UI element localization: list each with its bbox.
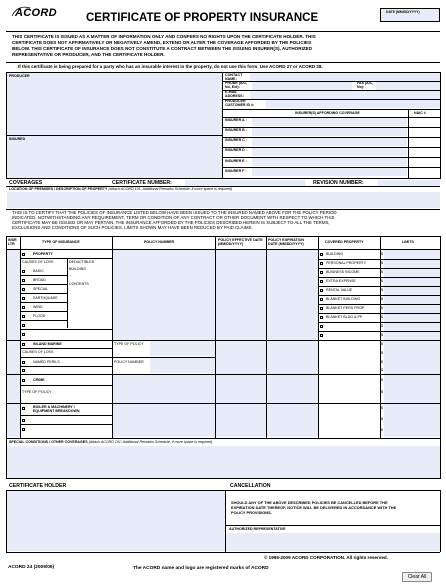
insurer-f-field[interactable] — [252, 168, 407, 176]
covered-extra-expense-checkbox[interactable] — [320, 280, 323, 283]
property-checkbox[interactable] — [22, 253, 25, 256]
phone-field[interactable] — [252, 82, 352, 90]
disclaimer-line-1: THIS CERTIFICATE IS ISSUED AS A MATTER OF INFORMATION ONLY AND CONFERS NO RIGHTS UPON THE CERTIFICATE HOLDER. THIS — [12, 34, 316, 39]
crime-label: CRIME — [33, 378, 45, 382]
header-type: TYPE OF INSURANCE — [42, 240, 80, 244]
insured-label: INSURED — [9, 137, 26, 141]
limits-field[interactable] — [384, 250, 440, 437]
insurer-e-field[interactable] — [252, 158, 407, 166]
boiler-dollar-1: $ — [381, 406, 383, 410]
flood-checkbox[interactable] — [22, 315, 25, 318]
boiler-label: BOILER & MACHINERY / EQUIPMENT BREAKDOWN — [33, 405, 80, 413]
producer-id-field[interactable] — [266, 100, 440, 108]
inland-dollar-3: $ — [381, 360, 383, 364]
insurer-c-label: INSURER C : — [225, 138, 247, 142]
covered-business-income-checkbox[interactable] — [320, 271, 323, 274]
producer-label: PRODUCER — [9, 74, 30, 78]
inland-type-field[interactable] — [150, 341, 215, 356]
crime-checkbox[interactable] — [22, 379, 25, 382]
covered-blanket-pers-prop: BLANKET PERS PROP — [326, 306, 365, 310]
other-cause-checkbox-1[interactable] — [22, 324, 25, 327]
insured-field[interactable] — [7, 136, 222, 178]
boiler-policy-field[interactable] — [113, 404, 215, 437]
certificate-number-label: CERTIFICATE NUMBER: — [112, 180, 172, 186]
covered-dollar-5: $ — [381, 288, 383, 292]
fax-label: FAX (A/C, No): — [357, 81, 374, 89]
covered-other-checkbox-2[interactable] — [320, 334, 323, 337]
covered-dollar-4: $ — [381, 279, 383, 283]
inland-dollar-1: $ — [381, 342, 383, 346]
crime-dollar-2: $ — [381, 390, 383, 394]
producer-field[interactable] — [7, 73, 222, 135]
cancellation-line-2: EXPIRATION DATE THEREOF, NOTICE WILL BE DELIVERED IN ACCORDANCE WITH THE — [231, 505, 397, 510]
covered-dollar-3: $ — [381, 270, 383, 274]
logo-text: ACORD — [15, 7, 57, 19]
cause-broad: BROAD — [33, 278, 46, 282]
covered-blanket-bldg-pp: BLANKET BLDG & PP — [326, 315, 363, 319]
revision-number-label: REVISION NUMBER: — [313, 180, 364, 186]
covered-extra-expense: EXTRA EXPENSE — [326, 279, 356, 283]
coverages-label: COVERAGES — [9, 180, 43, 186]
insurer-f-label: INSURER F : — [225, 169, 247, 173]
location-note: (Attach ACORD 101, Additional Remarks Schedule, if more space is required) — [108, 187, 233, 191]
covered-dollar-6: $ — [381, 297, 383, 301]
location-title: LOCATION OF PREMISES / DESCRIPTION OF PROPERTY — [9, 187, 108, 191]
header-insr-ltr: INSR LTR — [8, 238, 17, 246]
cancellation-line-1: SHOULD ANY OF THE ABOVE DESCRIBED POLICIES BE CANCELLED BEFORE THE — [231, 500, 388, 505]
crime-policy-field[interactable] — [113, 375, 215, 403]
covered-personal-property-checkbox[interactable] — [320, 262, 323, 265]
header-exp-date: POLICY EXPIRATION DATE (MM/DD/YYYY) — [268, 238, 305, 246]
date-field[interactable] — [380, 8, 440, 22]
covered-blanket-building-checkbox[interactable] — [320, 298, 323, 301]
special-conditions-title: SPECIAL CONDITIONS / OTHER COVERAGES — [9, 440, 88, 444]
cancellation-line-3: POLICY PROVISIONS. — [231, 510, 272, 515]
disclaimer-line-4: REPRESENTATIVE OR PRODUCER, AND THE CERTIFICATE HOLDER. — [12, 52, 165, 57]
special-conditions-note: (Attach ACORD 101, Additional Remarks Schedule, if more space is required) — [88, 440, 213, 444]
certificate-holder-label: CERTIFICATE HOLDER — [9, 483, 67, 489]
exp-date-field[interactable] — [267, 250, 318, 437]
header-limits: LIMITS — [402, 240, 414, 244]
covered-blanket-bldg-pp-checkbox[interactable] — [320, 316, 323, 319]
covered-dollar-9: $ — [381, 324, 383, 328]
special-conditions-field[interactable] — [7, 446, 440, 478]
inland-policy-number-field[interactable] — [150, 358, 215, 373]
insr-ltr-field[interactable] — [7, 250, 20, 437]
crime-type-of-policy-label: TYPE OF POLICY — [22, 390, 52, 394]
certificate-holder-field[interactable] — [7, 491, 225, 551]
named-perils-label: NAMED PERILS — [33, 360, 60, 364]
inland-marine-checkbox[interactable] — [22, 343, 25, 346]
certify-line-4: EXCLUSIONS AND CONDITIONS OF SUCH POLICIES. LIMITS SHOWN MAY HAVE BEEN REDUCED BY PAID CLAIMS. — [12, 225, 253, 230]
boiler-dollar-2: $ — [381, 417, 383, 421]
certify-line-3: CERTIFICATE MAY BE ISSUED OR MAY PERTAIN, THE INSURANCE AFFORDED BY THE POLICIES DESCRIBED HEREIN IS SUBJECT TO ALL THE TERMS, — [12, 220, 330, 225]
deductible-contents-label: CONTENTS — [69, 282, 89, 286]
basic-checkbox[interactable] — [22, 270, 25, 273]
authorized-rep-field[interactable] — [226, 533, 440, 551]
certify-line-1: THIS IS TO CERTIFY THAT THE POLICIES OF INSURANCE LISTED BELOW HAVE BEEN ISSUED TO THE INSURED NAMED ABOVE FOR THE POLICY PERIOD — [12, 210, 337, 215]
inland-other-checkbox[interactable] — [22, 369, 25, 372]
special-conditions-label — [9, 441, 212, 445]
page-title: CERTIFICATE OF PROPERTY INSURANCE — [86, 12, 319, 24]
covered-blanket-building: BLANKET BUILDING — [326, 297, 361, 301]
certify-line-2: INDICATED. NOTWITHSTANDING ANY REQUIREMENT, TERM OR CONDITION OF ANY CONTRACT OR OTHER DOCUMENT WITH RESPECT TO WHICH THIS — [12, 215, 335, 220]
copyright: © 1995-2009 ACORD CORPORATION. All rights reserved. — [264, 555, 388, 560]
email-label: E-MAIL ADDRESS: — [225, 90, 244, 98]
contact-name-label: CONTACT NAME: — [225, 73, 243, 81]
email-field[interactable] — [250, 91, 440, 99]
disclaimer-line-3: BELOW. THIS CERTIFICATE OF INSURANCE DOES NOT CONSTITUTE A CONTRACT BETWEEN THE ISSUING INSURER(S), AUTHORIZED — [12, 46, 313, 51]
naic-header: NAIC # — [414, 111, 426, 115]
covered-business-income: BUSINESS INCOME — [326, 270, 360, 274]
other-cause-checkbox-2[interactable] — [22, 333, 25, 336]
location-field[interactable] — [7, 192, 440, 208]
covered-rental-value-checkbox[interactable] — [320, 289, 323, 292]
covered-dollar-10: $ — [381, 333, 383, 337]
insurers-header: INSURER(S) AFFORDING COVERAGE — [295, 111, 360, 115]
insurer-a-label: INSURER A : — [225, 118, 247, 122]
acord-logo — [10, 5, 57, 19]
earthquake-checkbox[interactable] — [22, 297, 25, 300]
inland-policy-number-label: POLICY NUMBER — [114, 360, 144, 364]
deductible-building-label: BUILDING — [69, 267, 86, 271]
cause-wind: WIND — [33, 305, 43, 309]
causes-of-loss-label: CAUSES OF LOSS — [22, 260, 54, 264]
contact-name-field[interactable] — [250, 73, 440, 81]
boiler-other-checkbox-2[interactable] — [22, 428, 25, 431]
covered-rental-value: RENTAL VALUE — [326, 288, 353, 292]
inland-marine-label: INLAND MARINE — [33, 342, 62, 346]
fax-field[interactable] — [376, 82, 440, 90]
broad-checkbox[interactable] — [22, 279, 25, 282]
covered-other-checkbox-1[interactable] — [320, 325, 323, 328]
inland-causes-of-loss-label: CAUSES OF LOSS — [22, 350, 54, 354]
covered-dollar-1: $ — [381, 252, 383, 256]
covered-blanket-pers-prop-checkbox[interactable] — [320, 307, 323, 310]
eff-date-field[interactable] — [216, 250, 266, 437]
insurer-a-field[interactable] — [252, 118, 407, 126]
authorized-rep-label: AUTHORIZED REPRESENTATIVE — [229, 527, 286, 531]
clear-all-button[interactable]: Clear All — [402, 572, 432, 582]
wind-checkbox[interactable] — [22, 306, 25, 309]
boiler-checkbox[interactable] — [22, 407, 25, 410]
cause-special: SPECIAL — [33, 287, 49, 291]
covered-building: BUILDING — [326, 252, 343, 256]
phone-label: PHONE (A/C, No, Ext): — [225, 81, 248, 89]
insurer-e-label: INSURER E : — [225, 159, 247, 163]
cause-earthquake: EARTHQUAKE — [33, 296, 58, 300]
inland-type-of-policy-label: TYPE OF POLICY — [114, 342, 144, 346]
insurer-b-label: INSURER B : — [225, 128, 247, 132]
insurer-d-label: INSURER D : — [225, 148, 247, 152]
inland-dollar-2: $ — [381, 351, 383, 355]
covered-dollar-8: $ — [381, 315, 383, 319]
covered-dollar-7: $ — [381, 306, 383, 310]
covered-building-checkbox[interactable] — [320, 253, 323, 256]
special-checkbox[interactable] — [22, 288, 25, 291]
property-label: PROPERTY — [33, 252, 53, 256]
date-label: DATE (MM/DD/YYYY) — [386, 10, 420, 14]
trademark-notice: The ACORD name and logo are registered marks of ACORD — [133, 566, 269, 571]
boiler-dollar-3: $ — [381, 428, 383, 432]
insurer-d-field[interactable] — [252, 148, 407, 156]
producer-id-label: PRODUCER CUSTOMER ID #: — [225, 99, 255, 107]
inland-dollar-4: $ — [381, 368, 383, 372]
crime-dollar-1: $ — [381, 378, 383, 382]
covered-dollar-2: $ — [381, 261, 383, 265]
header-eff-date: POLICY EFFECTIVE DATE (MM/DD/YYYY) — [218, 238, 263, 246]
cancellation-label: CANCELLATION — [230, 483, 271, 489]
insurer-c-field[interactable] — [252, 138, 407, 146]
insurer-b-field[interactable] — [252, 128, 407, 136]
form-id: ACORD 24 (2009/09) — [8, 565, 55, 570]
covered-personal-property: PERSONAL PROPERTY — [326, 261, 367, 265]
disclaimer-line-2: CERTIFICATE DOES NOT AFFIRMATIVELY OR NEGATIVELY AMEND, EXTEND OR ALTER THE COVERAGE AFFORDED BY THE POLICIES — [12, 40, 312, 45]
header-policy-number: POLICY NUMBER — [144, 240, 175, 244]
cause-flood: FLOOD — [33, 314, 46, 318]
deductibles-label: DEDUCTIBLES — [69, 260, 95, 264]
boiler-other-checkbox-1[interactable] — [22, 419, 25, 422]
cause-basic: BASIC — [33, 269, 44, 273]
header-covered-property: COVERED PROPERTY — [325, 240, 364, 244]
usage-note: If this certificate is being prepared for a party who has an insurable interest in the property, do not use this form. Use ACORD 27 or ACORD 28. — [18, 64, 323, 69]
policy-number-field[interactable] — [113, 250, 215, 340]
named-perils-checkbox[interactable] — [22, 361, 25, 364]
